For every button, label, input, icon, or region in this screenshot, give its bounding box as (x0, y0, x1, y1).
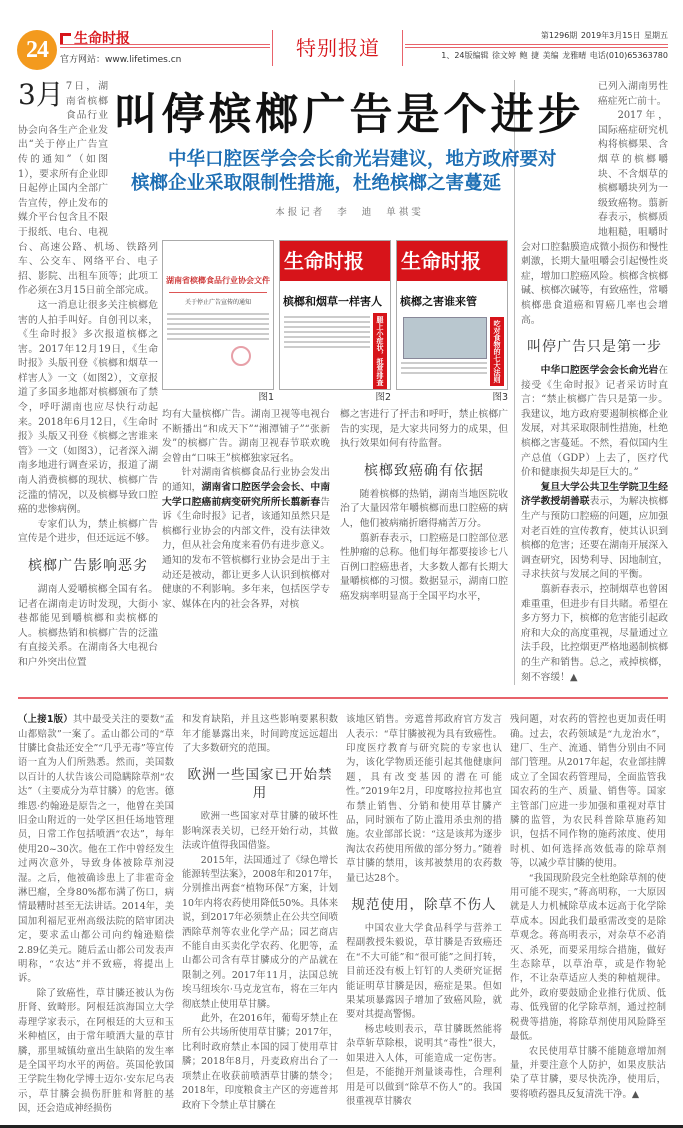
page-header (0, 0, 683, 80)
subheading: 欧洲一些国家已开始禁用 (187, 767, 333, 802)
paragraph: 湖南人爱嚼槟榔全国有名。记者在湖南走访时发现，大街小巷都能见到嚼槟榔和卖槟榔的人。槟榔热销和槟榔广告的泛滥有直接关系。在湖南各大电视台和户外突出位置 (18, 584, 158, 668)
paragraph (162, 466, 330, 612)
side-banner: 吃对食物的七大法则 (490, 317, 504, 386)
text-run: 针对湖南省槟榔食品行业协会发出的通知， (162, 467, 330, 493)
editors-info: 1、24版编辑 徐文婷 鲍 捷 美编 龙雅晴 电话(010)65363780 (441, 51, 668, 60)
headline-block (105, 80, 594, 240)
paragraph: 随着槟榔的热销，湖南当地医院收治了大量因常年嚼槟榔而患口腔癌的病人，他们被病痛折磨得痛苦万分。 (340, 488, 508, 529)
section-title: 特别报道 (296, 36, 380, 60)
figure-caption: 图1 (258, 392, 274, 403)
figures-row (162, 240, 508, 390)
continued-column-3 (346, 713, 502, 1109)
paragraph (182, 713, 338, 756)
byline: 本报记者 李 迪 单祺雯 (275, 207, 424, 218)
text-run: 其中最受关注的要数“孟山都赔款”一案了。孟山都公司的“草甘膦比食盐还安全”“几乎无毒”等宣传语一直为人们所熟悉。然而，美国数以百计的人状告该公司隐瞒除草剂“农达”（主要成分为草甘膦）的危害。德维恩·约翰逊是原告之一，他曾在美国旧金山附近的一处学区担任场地管理员，日常工作包括喷洒“农达”，每年使用20~30次。他在工作中曾经发生过两次意外，导致身体被除草剂浸湿。之后，他被确诊患上了非霍奇金淋巴瘤，全身80%都布满了伤口，病情最糟时甚至无法讲话。2014年，美国加利福尼亚州高级法院的陪审团决定，要求孟山都公司向约翰逊赔偿2.89亿美元。随后孟山都公司发表声明称，“农达”并不致癌，将提出上诉。 (18, 714, 174, 985)
logo-text: 生命时报 (74, 31, 130, 47)
paragraph: 农民使用草甘膦不能随意增加剂量，并要注意个人防护，如果皮肤沾染了草甘膦，要尽快洗净，使用后，要将喷药器具反复清洗干净。▲ (510, 1045, 666, 1100)
paragraph: 中国农业大学食品科学与营养工程副教授朱毅说，草甘膦是否致癌还在“不大可能”和“很可能”之间打转，目前还没有板上钉钉的人类研究证据能证明草甘膦是因，癌症是果。但如果某项暴露因子增加了致癌风险，就要对其提高警惕。 (346, 923, 502, 1021)
section-separator (18, 697, 668, 699)
figure-caption: 图3 (492, 392, 508, 403)
seal-icon (231, 346, 251, 366)
paragraph: 此外，在2016年，葡萄牙禁止在所有公共场所使用草甘膦；2017年，比利时政府禁止本国的园丁使用草甘膦；2018年8月，丹麦政府出台了一项禁止在收获前喷洒草甘膦的禁令；2018年，印度粮食主产区的旁遮普邦政府下令禁止草甘膦在 (182, 1013, 338, 1111)
text-run: 告诉《生命时报》记者，该通知虽然只是槟榔行业协会的内部文件，没有法律效力，但从社会角度来看仍有进步意义。通知的发布不管槟榔行业协会是出于主动还是被动，都让更多人认识到槟榔对健康的不利影响。多年来，包括医学专家、媒体在内的社会各界，对槟 (162, 496, 330, 610)
subtitle-line-2: 槟榔企业采取限制性措施，杜绝槟榔之害蔓延 (131, 173, 502, 194)
front-page-headline: 槟榔和烟草一样害人 (283, 295, 382, 308)
text-run: 残问题，对农药的管控也更加责任明确。过去，农药领域是“九龙治水”，建厂、生产、流通、销售分别由不同部门管理。从2017年起，农业部挂牌成立了全国农药管理局，全面监管我国农药的生产、质量、销售等。国家主管部门应进一步加强和重视对草甘膦的监管，为农民科普除草施药知识，包括不同作物的施药浓度、使用时机、如何选择高效低毒的除草剂等，以减少草甘膦的使用。 (510, 714, 666, 870)
paragraph: 翦新春表示，口腔癌是口腔部位恶性肿瘤的总称。他们每年都要接诊七八百例口腔癌患者，大多数人都有长期大量嚼槟榔的习惯。数据显示，湖南口腔癌发病率明显高于全国平均水平， (340, 532, 508, 602)
subtitle-line-1: 中华口腔医学会会长俞光岩建议，地方政府要对 (168, 149, 557, 170)
paragraph: 2017年，国际癌症研究机构将槟榔果、含烟草的槟榔嚼块、不含烟草的槟榔嚼块列为一级致癌物。翦新春表示，槟榔质地粗糙，咀嚼时会对口腔黏膜造成微小损伤和慢性刺激，长期大量咀嚼会引起慢性炎症，增加口腔癌风险。槟榔含槟榔碱、槟榔次碱等，有致癌性，常嚼槟榔患食道癌和胃癌几率也会增高。 (521, 110, 668, 326)
page-number-badge: 24 (17, 30, 57, 70)
text-run: 表示，为解决槟榔生产与预防口腔癌的问题，应加强对老百姓的宣传教育，使其认识到槟榔的危害；还要在湖南开展深入调查研究，因势利导、因地制宜，寻求扶贫与发展之间的平衡。 (521, 496, 669, 581)
paragraph (521, 364, 668, 481)
bold-name: 复旦大学公共卫生学院卫生经济学教授胡善联 (521, 481, 668, 508)
paragraph (340, 408, 508, 452)
paragraph (18, 713, 174, 987)
text-run: 该地区销售。旁遮普邦政府官方发言人表示：“草甘膦被视为具有致癌性。印度医疗教育与研究院的专家也认为，该化学物质还能引起其他健康问题，具有改变基因的潜在可能性。”2019年2月，印度喀拉拉邦也宣布禁止销售、分销和使用草甘膦产品，同时颁布了防止滥用杀虫剂的措施。农业部部长说：“这是该邦为逐步淘汰农药使用所做的部分努力。”随着草甘膦的禁用，该邦被禁用的农药数量已达28个。 (346, 714, 502, 884)
text-run: 榔之害进行了抨击和呼吁，禁止槟榔广告的实现，是大家共同努力的成果，但执行效果如何有待监督。 (340, 409, 508, 450)
page-title: 叫停槟榔广告是个进步 (114, 90, 585, 140)
article-middle (114, 80, 585, 612)
paragraph (346, 713, 502, 886)
paragraph: 杨忠岐则表示，草甘膦既然能将杂草斩草除根，说明其“毒性”很大，如果进入人体，可能造成一定伤害。但是，不能抛开剂量谈毒性，合理利用是可以做到“除草不伤人”的。我国很重视草甘膦农 (346, 1023, 502, 1107)
figure-captions (162, 390, 508, 406)
paragraph: 专家们认为，禁止槟榔广告宣传是个进步，但还远远不够。 (18, 518, 158, 545)
paragraph: 这一消息让很多关注槟榔危害的人拍手叫好。自创刊以来，《生命时报》多次报道槟榔之害。2017年12月19日，《生命时报》头版刊登《槟榔和烟草一样害人》一文（如图2），文章报道了多国多地都对槟榔颁布了禁令，呼吁湖南也应尽快行动起来。2018年6月12日，《生命时报》头版又刊登《槟榔之害谁来管》一文（如图3），记者深入湖南多地进行调查采访，报道了湖南人消费槟榔的现状、槟榔广告泛滥的情况，以及槟榔导致口腔癌的悲惨病例。 (18, 299, 158, 516)
masthead: 生命时报 (280, 241, 390, 281)
paragraph (521, 481, 668, 583)
text-run: 均有大量槟榔广告。湖南卫视等电视台不断播出“和成天下”“湘潭铺子”“张新发”的槟榔广告。湖南卫视春节联欢晚会曾由“口味王”槟榔独家冠名。 (162, 409, 330, 464)
paragraph: “我国现阶段完全杜绝除草剂的使用可能不现实，”蒋高明称，一大原因就是人力机械除草成本远高于化学除草成本。因此我们最亟需改变的是除草观念。蒋高明表示，对杂草不必消灭、杀死，而要采用综合措施，做好生态除草，以草治草，或是作物轮作，不让杂草适应人类的种植规律。此外，政府要鼓励企业推行优质、低毒、低残留的化学除草剂，通过控制税费等措施，将除草剂使用风险降至最低。 (510, 872, 666, 1043)
paragraph: 欧洲一些国家对草甘膦的破坏性影响深表关切，已经开始行动，其做法或许值得我国借鉴。 (182, 811, 338, 852)
subheading: 槟榔广告影响恶劣 (28, 558, 148, 574)
paragraph (162, 408, 330, 466)
continued-column-4 (510, 713, 666, 1102)
figure-1-notice-document (162, 240, 274, 390)
paragraph: 翦新春表示，控制烟草也曾困难重重，但进步有目共睹。希望在多方努力下，槟榔的危害能引起政府和大众的高度重视，尽量通过立法手段，比控烟更严格地遏制槟榔的生产和销售。总之，戒掉槟榔，刻不容缓！▲ (521, 584, 668, 683)
bold-name: （上接1版） (18, 714, 73, 726)
text-run: 和发育缺陷，并且这些影响要累积数年才能暴露出来，时间跨度远远超出了大多数研究的范围。 (182, 714, 338, 754)
header-divider (402, 30, 403, 66)
text-run: 在接受《生命时报》记者采访时直言：“禁止槟榔广告只是第一步。我建议，地方政府要遏制槟榔企业发展，对其采取限制性措施，杜绝槟榔之害蔓延。不然，看似国内生产总值（GDP）上去了，医疗代价和健康损失却是巨大的。” (521, 365, 668, 479)
paragraph: 2015年，法国通过了《绿色增长能源转型法案》，2008年和2017年，分别推出两套“植物环保”方案，计划10年内将农药使用降低50%。具体来说，到2017年必须禁止在公共空间喷洒除草剂等农业化学产品；园艺商店不能自由买卖化学农药、化肥等，孟山都公司含有草甘膦成分的产品就在限制之列。2017年11月，法国总统埃马纽埃尔·马克龙宣布，将在三年内彻底禁止使用草甘膦。 (182, 854, 338, 1010)
header-rule-left (60, 44, 270, 48)
front-page-headline: 槟榔之害谁来管 (400, 295, 477, 308)
article-column-3 (340, 408, 508, 612)
continued-column-1 (18, 713, 174, 1116)
bold-name: 湖南省口腔医学会会长、中南大学口腔癌前病变研究所所长翦新春 (162, 481, 331, 508)
header-info (408, 30, 668, 61)
doc-subject: 关于停止广告宣传的通知 (184, 299, 251, 306)
issue-info: 第1296期 2019年3月15日 星期五 (540, 31, 668, 40)
website-label: 官方网站：www.lifetimes.cn (60, 55, 182, 65)
subheading: 槟榔致癌确有依据 (364, 462, 484, 479)
doc-title: 湖南省槟榔食品行业协会文件 (166, 275, 270, 285)
dropcap: 3月 (18, 78, 64, 111)
figure-3-front-page (396, 240, 508, 390)
logo-mark-icon (60, 33, 71, 44)
page-bottom-rule (0, 1125, 683, 1128)
masthead: 生命时报 (397, 241, 507, 281)
article-column-2 (162, 408, 330, 612)
subheading: 规范使用，除草不伤人 (351, 897, 497, 914)
photo-placeholder (403, 317, 487, 359)
lead-text: 7日，湖南省槟榔食品行业协会向各生产企业发出“关于停止广告宣传的通知”（如图1），要求所有企业即日起停止国内全部广告宣传，停止发布的媒介平台包含且不限于报纸、电台、电视台、高速公路、机场、铁路列车、公交车、网络平台、电子招、影院、出租车顶等；此项工作必须在3月15日前全部完成。 (18, 81, 158, 297)
continued-column-2 (182, 713, 338, 1113)
main-article (18, 80, 668, 685)
subheading: 叫停广告只是第一步 (527, 339, 662, 356)
side-banner: 腿上小症状，抵常排查 (373, 313, 387, 389)
paragraph: 除了致癌性，草甘膦还被认为伤肝肾、致畸形。阿根廷滨海国立大学毒理学家表示，在阿根廷的大豆和玉米种植区，由于常年喷洒大量的草甘膦，那里城镇幼童出生缺陷的发生率是全国平均水平的两倍。英国伦敦国王学院生物化学博士迈尔·安东尼乌表示，草甘膦会损伤肝脏和肾脏的基因，还会造成神经损伤 (18, 987, 174, 1115)
continued-article (18, 713, 666, 1116)
header-divider (272, 30, 273, 66)
middle-columns (162, 408, 508, 612)
figure-2-front-page (279, 240, 391, 390)
paragraph (510, 713, 666, 871)
bold-name: 中华口腔医学会会长俞光岩 (540, 365, 659, 377)
text-run: 已列入湖南男性癌症死亡前十。 (598, 81, 668, 107)
figure-caption: 图2 (375, 392, 391, 403)
